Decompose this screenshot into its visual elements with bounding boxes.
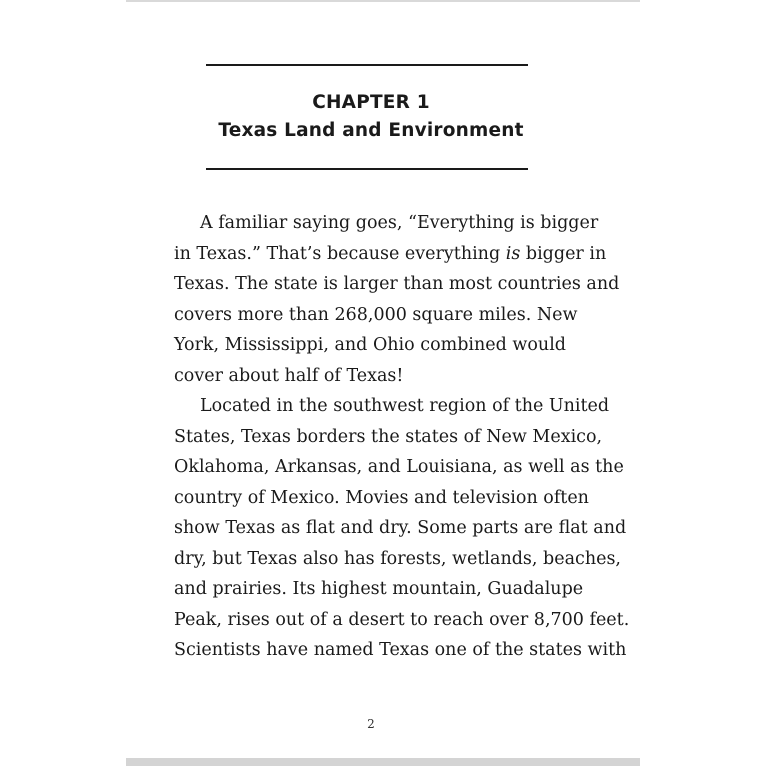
body-line: Located in the southwest region of the United	[200, 396, 610, 416]
body-line: dry, but Texas also has forests, wetlands, beaches,	[174, 548, 621, 569]
chapter-body	[174, 208, 630, 666]
body-line: York, Mississippi, and Ohio combined would	[174, 335, 566, 355]
body-line: Scientists have named Texas one of the states with	[174, 640, 627, 660]
chapter-label: CHAPTER 1	[312, 92, 430, 113]
body-line: and prairies. Its highest mountain, Guadalupe	[174, 579, 584, 599]
body-line: Oklahoma, Arkansas, and Louisiana, as well as the	[174, 457, 624, 477]
page-bottom-edge	[126, 758, 640, 766]
chapter-rule-top	[206, 64, 528, 66]
body-line: covers more than 268,000 square miles. New	[174, 304, 578, 325]
body-line: show Texas as flat and dry. Some parts are flat and	[174, 518, 627, 538]
body-line: States, Texas borders the states of New Mexico,	[174, 426, 603, 447]
body-line: country of Mexico. Movies and television often	[174, 487, 589, 508]
body-line: Texas. The state is larger than most countries and	[174, 274, 620, 294]
body-line: A familiar saying goes, “Everything is bigger	[200, 213, 599, 233]
body-line-text: in Texas.” That’s because everything	[174, 243, 506, 264]
page-number: 2	[367, 717, 375, 731]
chapter-rule-bottom	[206, 168, 528, 170]
body-line: cover about half of Texas!	[174, 365, 404, 386]
emphasis-text: is	[505, 243, 521, 264]
body-line-text: bigger in	[520, 243, 607, 264]
chapter-title: Texas Land and Environment	[218, 120, 524, 141]
body-line: Peak, rises out of a desert to reach over 8,700 feet.	[174, 609, 630, 630]
book-page	[126, 2, 640, 758]
body-line	[174, 239, 607, 270]
